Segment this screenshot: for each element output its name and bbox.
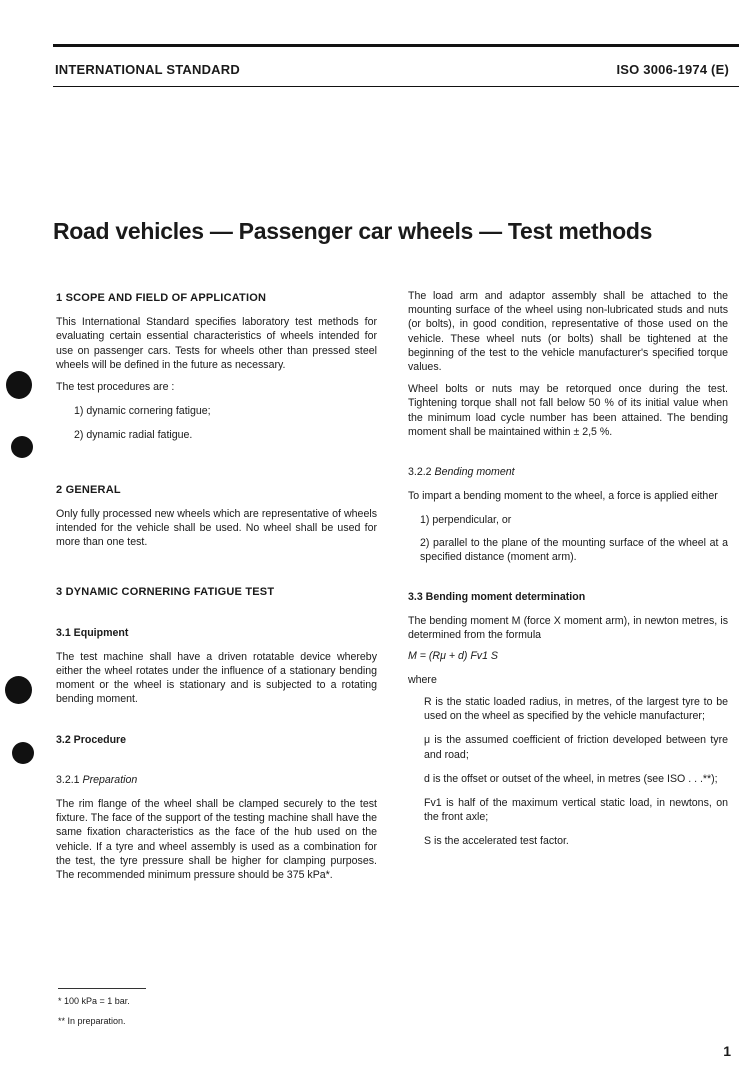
scope-paragraph: This International Standard specifies laboratory test methods for evaluating certain essential characteristics of wheels intended for use on passenger cars. Tests for wheels other than pressed steel wheels will be defined in the future as necessary. <box>56 316 377 371</box>
load-arm-paragraph: The load arm and adaptor assembly shall be attached to the mounting surface of the wheel using non-lubricated studs and nuts (or bolts), in good condition, representative of those used on the vehicle. These wheel nuts (or bolts) shall be tightened at the beginning of the test to the vehicle manufacturer's specified torque values. <box>408 290 728 374</box>
list-item: 1) perpendicular, or <box>420 514 512 527</box>
top-rule <box>53 44 739 47</box>
subsection-number: 3.2.2 <box>408 466 432 479</box>
bending-moment-paragraph: To impart a bending moment to the wheel, a force is applied either <box>408 490 718 503</box>
definition-item: R is the static loaded radius, in metres, of the largest tyre to be used on the wheel as specified by the vehicle manufacturer; <box>424 696 728 723</box>
header-rule <box>53 86 739 87</box>
retorque-paragraph: Wheel bolts or nuts may be retorqued once during the test. Tightening torque shall not fall below 50 % of its initial value when the minimum load cycle number has been attained. The bending moment shall be maintained within ± 2,5 %. <box>408 383 728 438</box>
bending-moment-formula: M = (Rμ + d) Fv1 S <box>408 649 498 662</box>
definition-item: Fv1 is half of the maximum vertical static load, in newtons, on the front axle; <box>424 797 728 824</box>
formula-intro: The bending moment M (force X moment arm), in newton metres, is determined from the formula <box>408 615 728 642</box>
list-item: 2) parallel to the plane of the mounting surface of the wheel at a specified distance (moment arm). <box>420 536 728 563</box>
subsection-number: 3.2.1 <box>56 773 80 786</box>
section-3-2-1-heading <box>56 773 377 787</box>
subsection-title: Preparation <box>82 773 138 786</box>
where-label: where <box>408 673 437 686</box>
punch-hole-mark <box>11 436 33 458</box>
definition-item: μ is the assumed coefficient of friction developed between tyre and road; <box>424 734 728 761</box>
definition-item: d is the offset or outset of the wheel, in metres (see ISO . . .**); <box>424 772 718 785</box>
page-number: 1 <box>723 1043 731 1059</box>
document-title: Road vehicles — Passenger car wheels — Test methods <box>53 218 653 244</box>
footnote: ** In preparation. <box>58 1016 126 1026</box>
standard-label: INTERNATIONAL STANDARD <box>55 62 240 77</box>
subsection-title: Bending moment <box>434 466 515 479</box>
footnote-rule <box>58 988 146 989</box>
preparation-paragraph: The rim flange of the wheel shall be clamped securely to the test fixture. The face of the support of the testing machine shall have the same fixation characteristics as the face of the hub used on the vehicle. If a tyre and wheel assembly is used as a combination for the test, the tyre pressure shall be higher for clamping purposes. The recommended minimum pressure should be 375 kPa*. <box>56 798 377 882</box>
list-item: 1) dynamic cornering fatigue; <box>74 405 211 418</box>
list-item: 2) dynamic radial fatigue. <box>74 429 193 442</box>
procedures-intro: The test procedures are : <box>56 381 175 394</box>
section-3-heading: 3 DYNAMIC CORNERING FATIGUE TEST <box>56 586 275 599</box>
section-3-1-heading: 3.1 Equipment <box>56 626 129 639</box>
right-column <box>408 289 728 849</box>
standard-number: ISO 3006-1974 (E) <box>616 62 729 77</box>
section-2-heading: 2 GENERAL <box>56 483 121 496</box>
section-3-2-heading: 3.2 Procedure <box>56 733 127 746</box>
section-1-heading: 1 SCOPE AND FIELD OF APPLICATION <box>56 292 267 304</box>
definition-item: S is the accelerated test factor. <box>424 835 569 848</box>
equipment-paragraph: The test machine shall have a driven rotatable device whereby either the wheel rotates under the influence of a stationary bending moment or the wheel is stationary and is subjected to a rotating bending moment. <box>56 650 377 706</box>
general-paragraph: Only fully processed new wheels which are representative of wheels intended for the vehicle shall be used. No wheel shall be used for more than one test. <box>56 507 377 549</box>
punch-hole-mark <box>12 742 34 764</box>
punch-hole-mark <box>5 676 32 704</box>
punch-hole-mark <box>6 371 32 399</box>
section-3-3-heading: 3.3 Bending moment determination <box>408 591 586 604</box>
footnote: * 100 kPa = 1 bar. <box>58 996 130 1006</box>
section-3-2-2-heading <box>408 465 728 479</box>
left-column <box>56 291 377 882</box>
